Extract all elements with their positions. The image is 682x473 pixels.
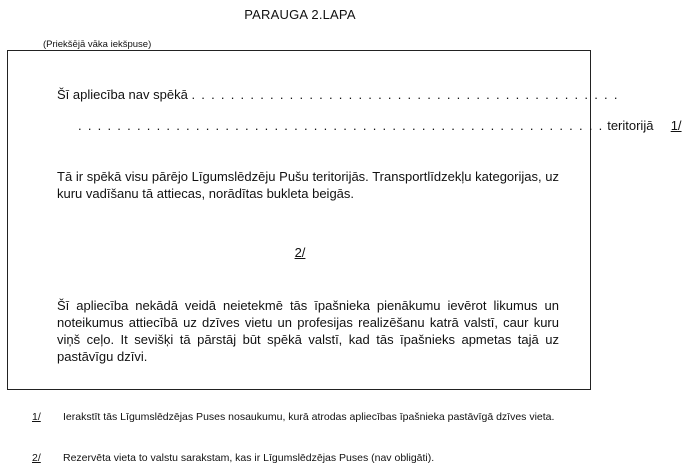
cover-note: (Priekšējā vāka iekšpuse) bbox=[43, 39, 152, 50]
footnote-1-text: Ierakstīt tās Līgumslēdzējas Puses nosaukumu, kurā atrodas apliecības īpašnieka pastāvīgā dzīves vieta. bbox=[63, 411, 555, 423]
validity-text: Šī apliecība nav spēkā bbox=[57, 87, 188, 102]
territory-line bbox=[78, 118, 682, 133]
territory-dots: . . . . . . . . . . . . . . . . . . . . . . . . . . . . . . . . . . . . . . . . . . . . . . . . . . . . . . bbox=[78, 118, 604, 133]
page-title: PARAUGA 2.LAPA bbox=[244, 7, 356, 22]
validity-line bbox=[57, 87, 619, 102]
footnote-1-number: 1/ bbox=[32, 411, 41, 423]
validity-paragraph: Tā ir spēkā visu pārējo Līgumslēdzēju Pušu teritorijās. Transportlīdzekļu kategorijas, uz kuru vadīšanu tā attiecas, norādītas bukleta beigās. bbox=[57, 169, 559, 201]
footnote-2-number: 2/ bbox=[32, 452, 41, 464]
territory-text: teritorijā bbox=[607, 118, 654, 133]
countries-list-ref: 2/ bbox=[294, 245, 306, 260]
obligations-paragraph: Šī apliecība nekādā veidā neietekmē tās īpašnieka pienākumu ievērot likumus un noteikumus attiecībā uz dzīves vietu un profesijas realizēšanu katrā valstī, caur kuru viņš ceļo. It sevišķi tā pārstāj būt spēkā valstī, kad tās īpašnieks apmetas tajā uz pastāvīgu dzīvi. bbox=[57, 298, 559, 364]
validity-dots: . . . . . . . . . . . . . . . . . . . . . . . . . . . . . . . . . . . . . . . . . . . . bbox=[191, 87, 619, 102]
territory-footnote-ref: 1/ bbox=[670, 118, 682, 133]
footnote-2-text: Rezervēta vieta to valstu sarakstam, kas ir Līgumslēdzējas Puses (nav obligāti). bbox=[63, 452, 435, 464]
